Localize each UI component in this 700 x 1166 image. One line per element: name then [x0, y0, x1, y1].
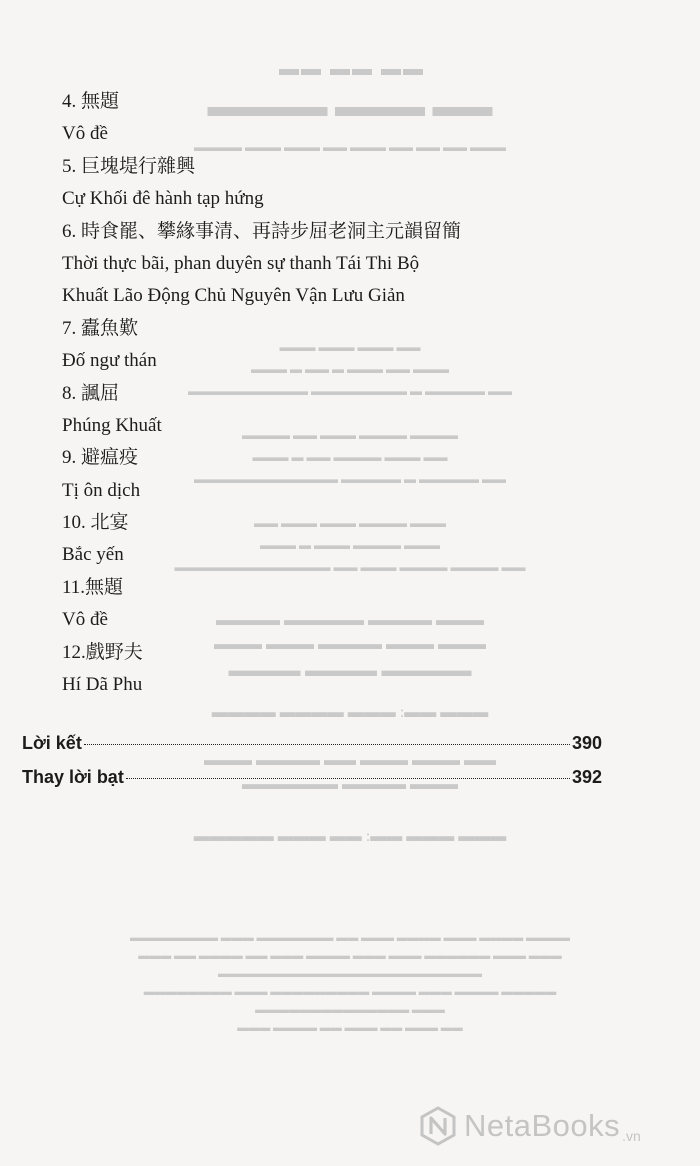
toc-line: 10. 北宴 — [62, 512, 129, 534]
toc-subentries — [62, 86, 461, 701]
toc-line: 8. 諷屈 — [62, 382, 120, 404]
toc-page-number: 392 — [571, 767, 602, 787]
watermark-tld: .vn — [622, 1128, 641, 1144]
toc-line: 5. 巨塊堤行雜興 — [62, 155, 196, 177]
toc-line: Tị ôn dịch — [62, 479, 141, 501]
toc-line: Hí Dã Phu — [62, 674, 143, 696]
netabooks-watermark — [418, 1098, 688, 1154]
toc-line: Phúng Khuất — [62, 414, 162, 436]
toc-section-loi-ket — [22, 733, 602, 754]
toc-line: Cự Khối đê hành tạp hứng — [62, 188, 264, 210]
toc-section-title: Thay lời bạt — [22, 767, 124, 787]
toc-section-title: Lời kết — [22, 733, 82, 753]
toc-line: 9. 避瘟疫 — [62, 447, 139, 469]
toc-page-number: 390 — [571, 733, 602, 753]
toc-line: 6. 時食罷、攀緣事清、再詩步屈老洞主元韻留簡 — [62, 220, 462, 242]
dot-leader — [126, 778, 570, 779]
toc-line: Khuất Lão Động Chủ Nguyên Vận Lưu Giản — [62, 285, 405, 307]
dot-leader — [84, 744, 570, 745]
bleed-through-texture: ▬▬ ▬▬ ▬▬ ▬▬ ▬▬▬ ▬▬▬▬ ▬▬▬ ▬▬ ▬▬ ▬▬ ▬▬▬ ▬▬ ▬▬▬ ▬▬▬ ▬▬▬▬ ▬▬ ▬▬▬ ▬▬▬ ▬▬▬ ▬▬▬ ▬▬ ▬▬▬ ▬ ▬▬ ▬ ▬▬▬ ▬▬ ▬▬▬▬▬ ▬ ▬▬▬▬▬▬▬▬ ▬▬▬▬▬▬▬▬▬▬ ▬▬▬▬ ▬▬▬▬ ▬▬▬ ▬▬ ▬▬▬▬ ▬▬ ▬▬▬ ▬▬▬▬ ▬▬ ▬ ▬▬▬ ▬▬ ▬▬▬▬▬ ▬ ▬▬▬▬▬ ▬▬▬▬▬▬▬▬▬▬▬▬ ▬▬▬ ▬▬▬▬ ▬▬▬ ▬▬▬ ▬▬ ▬▬▬ ▬▬▬▬ ▬▬▬ ▬ ▬▬▬ ▬▬ ▬▬▬▬ ▬▬▬▬ ▬▬▬ ▬▬ ▬▬▬▬▬▬▬▬▬▬▬▬▬ ▬▬▬ ▬▬▬▬ ▬▬▬▬▬ ▬▬▬▬ ▬▬▬ ▬▬▬ ▬▬▬▬ ▬▬▬ ▬▬▬ ▬▬▬▬▬ ▬▬▬▬ ▬▬▬▬ ▬▬▬ ▬▬: ▬▬▬ ▬▬▬▬ ▬▬▬▬ ▬▬ ▬▬▬ ▬▬▬ ▬▬ ▬▬▬▬ ▬▬▬ ▬▬▬ ▬▬▬▬ ▬▬▬▬▬▬ ▬▬▬ ▬▬▬ ▬▬: ▬▬ ▬▬▬ ▬▬▬▬▬ ▬▬▬▬ ▬▬▬▬ ▬▬▬ ▬▬▬▬ ▬▬▬ ▬▬ ▬▬▬▬▬▬▬ ▬▬▬ ▬▬▬▬▬▬▬▬ ▬▬▬ ▬▬▬ ▬▬▬▬▬▬ ▬▬▬ ▬▬▬ ▬▬▬▬ ▬▬▬ ▬▬ ▬▬▬▬ ▬▬ ▬▬▬ ▬▬▬▬▬▬▬▬▬▬▬▬▬▬▬▬▬▬▬▬▬▬▬▬ ▬▬▬▬▬ ▬▬▬▬ ▬▬▬ ▬▬▬▬ ▬▬▬▬▬▬▬▬▬ ▬▬▬ ▬▬▬▬▬▬▬▬ ▬▬▬ ▬▬▬▬▬▬▬▬▬▬▬▬▬▬ ▬▬ ▬▬▬ ▬▬ ▬▬▬ ▬▬ ▬▬▬▬ ▬▬▬ — [130, 58, 570, 1034]
watermark-brand: NetaBooks — [464, 1108, 621, 1143]
toc-line: Thời thực bãi, phan duyên sự thanh Tái Thi Bộ — [62, 252, 420, 274]
toc-line: 4. 無題 — [62, 91, 120, 112]
toc-line: 11.無題 — [62, 576, 124, 598]
toc-line: 12.戲野夫 — [62, 641, 143, 663]
toc-line: 7. 蠹魚歎 — [62, 317, 139, 339]
netabooks-logo-icon — [418, 1106, 458, 1146]
toc-line: Vô đề — [62, 609, 108, 631]
toc-line: Đố ngư thán — [62, 350, 157, 372]
toc-line: Vô đề — [62, 123, 108, 145]
toc-line: Bắc yến — [62, 544, 124, 566]
toc-section-thay-loi-bat — [22, 767, 602, 788]
